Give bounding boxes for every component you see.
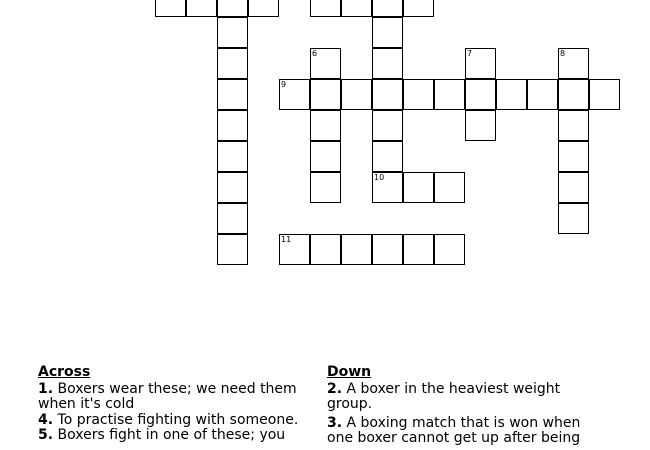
cell-number: 10 [374,173,385,182]
grid-cell[interactable] [558,172,589,203]
clue-text: Boxers fight in one of these; you [57,427,286,443]
clue-number: 1. [38,380,54,397]
grid-cell[interactable] [186,0,217,17]
grid-cell[interactable] [496,79,527,110]
cell-number: 8 [560,49,566,58]
grid-cell[interactable] [372,234,403,265]
grid-cell[interactable] [372,79,403,110]
grid-cell[interactable] [372,0,403,17]
clue-number: 2. [327,380,343,397]
clue-across-5 [38,428,318,444]
grid-cell[interactable] [155,0,186,17]
across-clues [38,362,318,444]
grid-cell[interactable] [434,172,465,203]
grid-cell[interactable] [217,0,248,17]
grid-cell[interactable] [310,172,341,203]
clue-text: A boxer in the heaviest weight group. [327,380,561,412]
cell-number: 9 [281,80,287,89]
grid-cell[interactable] [403,0,434,17]
grid-cell[interactable] [279,234,310,265]
grid-cell[interactable] [434,234,465,265]
grid-cell[interactable] [372,17,403,48]
clue-text: A boxing match that is won when one boxer cannot get up after being [327,414,581,446]
grid-cell[interactable] [217,141,248,172]
grid-cell[interactable] [403,79,434,110]
grid-cell[interactable] [558,48,589,79]
grid-cell[interactable] [310,234,341,265]
cell-number: 7 [467,49,473,58]
grid-cell[interactable] [217,48,248,79]
clue-number: 5. [38,427,54,443]
grid-cell[interactable] [558,141,589,172]
grid-cell[interactable] [217,110,248,141]
grid-cell[interactable] [434,79,465,110]
clue-across-1 [38,382,318,413]
grid-cell[interactable] [403,172,434,203]
clue-down-2 [327,382,597,413]
grid-cell[interactable] [372,172,403,203]
clue-text: Boxers wear these; we need them when it's cold [38,380,297,412]
grid-cell[interactable] [558,110,589,141]
grid-cell[interactable] [310,48,341,79]
grid-cell[interactable] [341,79,372,110]
grid-cell[interactable] [558,79,589,110]
grid-cell[interactable] [589,79,620,110]
clue-across-4 [38,413,318,429]
grid-cell[interactable] [372,48,403,79]
grid-cell[interactable] [341,234,372,265]
grid-cell[interactable] [310,0,341,17]
cell-number: 11 [281,235,292,244]
cell-number: 6 [312,49,318,58]
grid-cell[interactable] [217,172,248,203]
grid-cell[interactable] [465,48,496,79]
grid-cell[interactable] [465,110,496,141]
clue-text: To practise fighting with someone. [57,411,299,428]
clue-down-3 [327,416,597,447]
grid-cell[interactable] [527,79,558,110]
grid-cell[interactable] [341,0,372,17]
grid-cell[interactable] [465,79,496,110]
grid-cell[interactable] [248,0,279,17]
down-heading: Down [327,364,372,380]
grid-cell[interactable] [558,203,589,234]
grid-cell[interactable] [217,17,248,48]
clue-number: 3. [327,414,343,431]
down-clues [327,362,597,447]
grid-cell[interactable] [279,79,310,110]
across-heading: Across [38,364,91,380]
clue-number: 4. [38,411,54,428]
grid-cell[interactable] [310,110,341,141]
grid-cell[interactable] [310,141,341,172]
grid-cell[interactable] [217,203,248,234]
grid-cell[interactable] [403,234,434,265]
grid-cell[interactable] [372,110,403,141]
grid-cell[interactable] [217,79,248,110]
grid-cell[interactable] [372,141,403,172]
grid-cell[interactable] [310,79,341,110]
grid-cell[interactable] [217,234,248,265]
